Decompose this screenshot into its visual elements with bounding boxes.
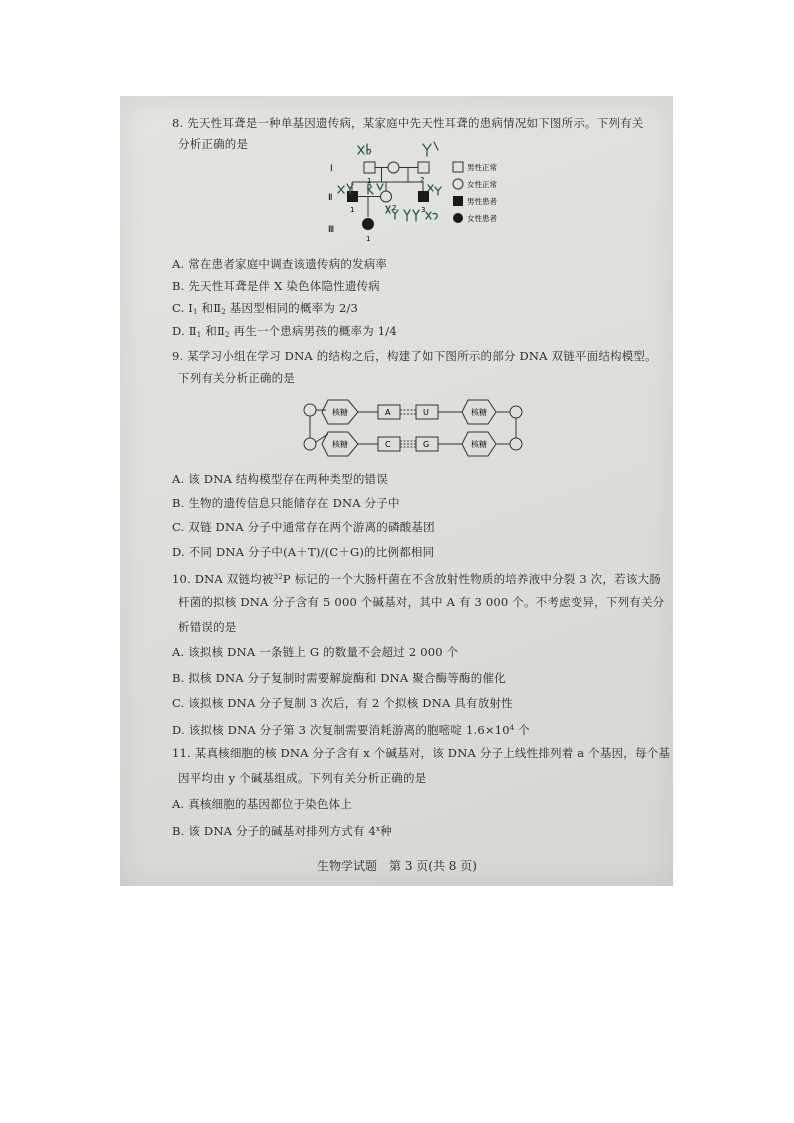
phosphate-right-top [510,406,522,418]
phosphate-left-bottom [304,438,316,450]
q9-option-b: B. 生物的遗传信息只能储存在 DNA 分子中 [172,496,400,510]
ii1-affected-male [347,191,358,202]
base-c-label: C [385,440,391,449]
dna-model-diagram [298,396,528,464]
q9-option-a: A. 该 DNA 结构模型存在两种类型的错误 [172,472,388,486]
gen-label-1: Ⅰ [330,164,333,174]
q10-stem-line1: 10. DNA 双链均被$^{32}$P 标记的一个大肠杆菌在不含放射性物质的培养液中分裂 3 次，若该大肠 [172,572,661,586]
page-footer: 生物学试题 第 3 页(共 8 页) [317,859,477,873]
ii2-normal-female [381,191,392,202]
q8-stem-line1: 8. 先天性耳聋是一种单基因遗传病，某家庭中先天性耳聋的患病情况如下图所示。下列有关 [172,116,644,130]
sugar-label-left-bottom: 核糖 [332,440,348,449]
iii1-affected-female [362,218,374,230]
num-i1: 1 [367,177,372,185]
q8-option-b: B. 先天性耳聋是伴 X 染色体隐性遗传病 [172,279,380,293]
legend-normal-female: 女性正常 [467,180,497,189]
q11-stem-line1: 11. 某真核细胞的核 DNA 分子含有 x 个碱基对，该 DNA 分子上线性排列着 a 个基因，每个基 [172,746,671,760]
q9-option-c: C. 双链 DNA 分子中通常存在两个游离的磷酸基团 [172,520,435,534]
gen-label-3: Ⅲ [328,225,335,235]
q11-stem-line2: 因平均由 y 个碱基组成。下列有关分析正确的是 [178,771,427,785]
q10-stem-line2: 杆菌的拟核 DNA 分子含有 5 000 个碱基对，其中 A 有 3 000 个。不考虑变异，下列有关分 [178,595,665,609]
q10-stem-line3: 析错误的是 [178,620,237,634]
legend-affected-female: 女性患者 [467,214,497,223]
i-normal-male-right [418,162,429,173]
legend-affected-female-icon [453,213,463,223]
num-iii1: 1 [366,235,371,243]
gen-label-2: Ⅱ [328,193,333,203]
base-g-label: G [423,440,430,449]
num-ii2: 2 [392,204,397,212]
q10-option-d: D. 该拟核 DNA 分子第 3 次复制需要消耗游离的胞嘧啶 $1.6\times 10^4$ 个 [172,723,530,737]
q9-option-d: D. 不同 DNA 分子中(A＋T)/(C＋G)的比例都相同 [172,545,435,559]
q10-option-b: B. 拟核 DNA 分子复制时需要解旋酶和 DNA 聚合酶等酶的催化 [172,671,506,685]
sugar-label-left-top: 核糖 [332,408,348,417]
q8-option-c: C. $Ⅰ_1$ 和$Ⅱ_2$ 基因型相同的概率为 2/3 [172,301,359,316]
q8-option-a: A. 常在患者家庭中调查该遗传病的发病率 [172,257,388,271]
num-i2: 2 [420,176,425,184]
base-a-label: A [385,408,391,417]
q8-stem-line2: 分析正确的是 [178,137,249,151]
num-ii1: 1 [350,206,355,214]
q10-option-a: A. 该拟核 DNA 一条链上 G 的数量不会超过 2 000 个 [172,645,459,659]
i2-normal-female [388,162,399,173]
legend-affected-male-icon [453,196,463,206]
q9-stem-line2: 下列有关分析正确的是 [178,371,295,385]
ii3-affected-male [418,191,429,202]
sugar-label-right-bottom: 核糖 [471,440,487,449]
phosphate-right-bottom [510,438,522,450]
pedigree-diagram [320,140,520,245]
legend-normal-male: 男性正常 [467,163,497,172]
legend-affected-male: 男性患者 [467,197,497,206]
q8-option-d: D. $Ⅱ_1$ 和$Ⅱ_2$ 再生一个患病男孩的概率为 1/4 [172,324,397,339]
base-u-label: U [423,408,429,417]
phosphate-left-top [304,404,316,416]
legend-normal-male-icon [453,162,463,172]
legend-normal-female-icon [453,179,463,189]
q9-stem-line1: 9. 某学习小组在学习 DNA 的结构之后，构建了如下图所示的部分 DNA 双链平面结构模型。 [172,349,657,363]
i1-normal-male [364,162,375,173]
q11-option-b: B. 该 DNA 分子的碱基对排列方式有 4$^x$种 [172,824,392,838]
num-ii3: 3 [421,206,426,214]
q10-option-c: C. 该拟核 DNA 分子复制 3 次后，有 2 个拟核 DNA 具有放射性 [172,696,513,710]
sugar-label-right-top: 核糖 [471,408,487,417]
q11-option-a: A. 真核细胞的基因都位于染色体上 [172,797,353,811]
